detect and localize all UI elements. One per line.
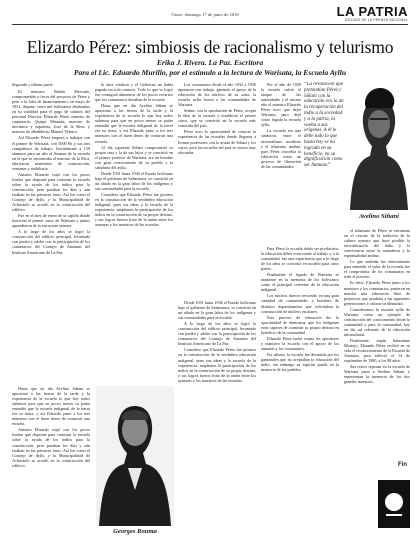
- article-column-3: [178, 82, 256, 297]
- paragraph: Los comunarios desde el año 1932 a 1936 aportaron con trabajo, ganando el apoyo de la educación de los núcleos de su zona, la escuela ayllu formó a las comunidades de Warisata.: [178, 82, 256, 108]
- article-column-3-lower: [178, 300, 256, 532]
- paragraph: A lo largo de los años se logró la construcción del edificio principal, levantado con piedra y adobe con la participación de los comunarios del Consejo de Amautas del Instituto Americano de La Paz.: [178, 321, 256, 347]
- end-mark: Fin: [398, 462, 407, 468]
- paragraph: Por último, la escuela fue destruida por los gamonales que no aceptaban la educación del indio, sin embargo su espíritu quedó en la memoria de los pueblos.: [261, 351, 339, 373]
- page-badge-icon: [378, 480, 410, 528]
- byline: Erika J. Rivera. La Paz. Escritora: [156, 58, 264, 67]
- paragraph: Elizardo Pérez luchó contra los opositores y mantuvo la escuela con el apoyo de los amautas y los comunarios.: [261, 335, 339, 351]
- header-rule: [12, 24, 408, 25]
- paragraph: Los núcleos fueron creciendo en una gran cantidad de comunidades y hombres de distintos departamentos que solicitaban la construcción de núcleos escolares.: [261, 293, 339, 314]
- paragraph: Desde 1931 hasta 1936 el Estado boliviano bajo el gobierno de Salamanca, se convirtió en un aliado en la gran labor de los indígenas y sus comunidades para la escuela.: [178, 300, 256, 321]
- dateline: Oruro, domingo 17 de junio de 2018: [171, 12, 239, 17]
- paragraph: Antonio Elizardo viajó con los pocos fondos que disponía para construir la escuela sobre la ayuda de los indios para la construcción, pero pasaban los días y aún estaban en las primeras fases. Así fue como el Consejo de Ayllu y la Municipalidad de Achacachi se acordó en la construcción del edificio.: [12, 427, 90, 468]
- paragraph: Fue en el mes de enero de la capilla donde funcionó el primer curso de Warisata y juntos aprendieron de la estructura aymara.: [12, 213, 90, 229]
- georges-rouma-photo: [96, 386, 174, 526]
- newspaper-name: LA PATRIA: [336, 4, 408, 19]
- paragraph: A lo largo de los años se logró la construcción del edificio principal, levantado con piedra y adobe con la participación de los comunarios del Consejo de Amautas del Instituto Americano de La Paz.: [12, 229, 90, 255]
- paragraph: Lo que también fue determinante para entender el valor de la escuela fue el compromiso de los comunarios en todo el proceso.: [344, 259, 410, 280]
- paragraph: Antonio Elizardo viajó con los pocos fondos que disponía para construir la escuela sobre la ayuda de los indios para la construcción, pero pasaban los días y aún estaban en las primeras fases. Así fue como el Consejo de Ayllu y la Municipalidad de Achacachi se acordó en la construcción del edificio.: [12, 171, 90, 213]
- paragraph: Considero que Elizardo Pérez fue pionero en la construcción de la verdadera educación indigenal, pues sus ideas y la escuela de la experiencia, ampliaron la participación de los indios en la construcción de su propio destino, y sus logros fueron fruto de la unión entre los aymaras y los maestros de las escuelas.: [95, 191, 173, 228]
- article-column-1-lower: [12, 386, 90, 532]
- pull-quote: “La revolución que pretendían Pérez y Siñani con la educación era la de la recuperación del indio a la sociedad y a la patria, la vuelta a sus orígenes. A él le debe todo lo que hasta hoy se ha logrado en su beneficio, en su dignificación como ser humano”: [304, 82, 344, 169]
- article-column-4: [261, 246, 339, 531]
- paragraph: Al día siguiente Siñani comprometió su propia casa y la de sus hijos y se convirtió en el primer profesor de Warisata, era un hombre con gran conocimiento de su pueblo y la sabiduría del ayllu.: [95, 144, 173, 170]
- paragraph: la obra vitalicia y el Gobierno no había pagado un solo centavo. Todo lo que se logró fue consiguió alimentos de los pocos recursos que los comunarios donaban de la escuela.: [95, 82, 173, 103]
- headline: Elizardo Pérez: simbiosis de racionalismo y telurismo: [26, 37, 394, 57]
- masthead: [337, 5, 408, 22]
- paragraph: Por el año de 1939 la escuela sufrió el ataque de las autoridades y el mismo año el maestro Elizardo Pérez tuvo que dejar Warisata, pero dejó como legado la escuela ayllu.: [261, 82, 301, 128]
- paragraph: Finalmente el legado de Warisata se mantiene en la memoria de los bolivianos como el principal referente de la educación indigenal.: [261, 272, 339, 293]
- paragraph: Sus restos reposan en la escuela de Warisata junto a Avelino Siñani, y representan la memoria de los dos grandes maestros.: [344, 364, 410, 385]
- paragraph: Siñani, con la aprobación de Pérez, aceptó la idea de la escuela y estableció el primer curso, que se convirtió en la escuela más conocida del país.: [178, 108, 256, 129]
- paragraph: La escuela era una simbiosis entre el racionalismo moderno y el telurismo andino, pues Pérez concebía la educación como un proceso de liberación de las comunidades.: [261, 128, 301, 169]
- paragraph: Este proceso de educación dio la oportunidad de demostrar que los indígenas eran capaces de construir su propio destino en beneficio de la comunidad.: [261, 314, 339, 335]
- article-column-5: [344, 228, 410, 518]
- article-column-4-upper: [261, 82, 301, 242]
- paragraph: Así Elizardo Pérez empezó a trabajar con el primer de Warisata, con 5000 Bs y sus tres compañeros de trabajo. Inicialmente a 150 alumnos para un año el Amauta de la escuela en la que se encontraba el maestro de la Riva, fabricaron materiales de construcción, ventanas y mobiliario.: [12, 135, 90, 171]
- dedication: Para el Lic. Eduardo Murillo, por el estímulo a la lectura de Warisata, la Escuela Ayllu: [73, 68, 347, 77]
- paragraph: El ministro Bailón Mercado, comprometido a favor del proyecto de Pérez y pese a la falta de financiamiento, en mayo de 1931, dispuso cinco mil bolivianos destinados en su totalidad para el pago de salarios del personal Director, Elizardo Pérez; maestro de carpintería, Quispe Miranda; maestro de mecánica y zapatería, José de la Riva; y maestro de albañilería, Manuel Velasco.: [12, 89, 90, 135]
- section-label: Segunda y última parte: [12, 82, 53, 87]
- paragraph: Considero que Elizardo Pérez fue pionero en la construcción de la verdadera educación indigenal, pues sus ideas y la escuela de la experiencia, ampliaron la participación de los indios en la construcción de su propio destino, y sus logros fueron fruto de la unión entre los aymaras y los maestros de las escuelas.: [178, 347, 256, 383]
- newspaper-subtitle: DECANO DE LA PRENSA NACIONAL: [345, 18, 408, 22]
- avelino-sinani-photo: [348, 82, 410, 210]
- caption-georges-rouma: Georges Rouma: [113, 528, 157, 535]
- portrait-illustration-icon: [96, 386, 174, 526]
- paragraph: Para Pérez la escuela debía ser productiva, la educación debía estar unida al trabajo y a la comunidad, fue una experiencia que a lo largo de los años se convirtió en modelo para otros países.: [261, 246, 339, 272]
- paragraph: Pérez tuvo la oportunidad de conocer la experiencia de las escuelas donde llegaron a formar profesores con la ayuda de Siñani y los suyos, pero las escuelas del país se vieron muy afectadas.: [178, 129, 256, 155]
- paragraph: el telurismo de Pérez se encuentra en el rescate de la tradición de la cultura aymara que hace posible la reivindicación del indio y la convivencia entre la naturaleza y la espiritualidad andina.: [344, 228, 410, 259]
- paragraph: Es decir, Elizardo Pérez junto a los maestros y los comunarios, pusieron en marcha una educación libre de prejuicios que ayudaría a las siguientes generaciones a valorar su identidad.: [344, 280, 410, 306]
- article-column-2: [95, 82, 173, 382]
- article-column-1: [12, 82, 90, 382]
- paragraph: Hasta que en día Avelino Siñani se aproximó a las tierras de la tarde y la experiencia de la escuela lo que hoy todos sabemos para que en pocos meses su padre entendió que la escuela indigenal de la tierra era su tierra, y así Elizardo junto a los tres maestros con el buen deseo de construir una escuela.: [95, 103, 173, 144]
- paragraph: Consideramos la escuela ayllu de Warisata como un ejemplo de construcción del conocimiento desde la comunidad y para la comunidad, hoy en día un referente de la educación intracultural.: [344, 306, 410, 337]
- paragraph: Desde 1931 hasta 1936 el Estado boliviano bajo el gobierno de Salamanca, se convirtió en un aliado en la gran labor de los indígenas y sus comunidades para la escuela.: [95, 170, 173, 191]
- paragraph: Finalmente, según Salustiano Mostajo, Elizardo Pérez recibió en su vida el reconocimiento de la Escuela de Amautas, pero falleció el 14 de septiembre de 1980, a los 88 años.: [344, 337, 410, 364]
- portrait-illustration-icon: [348, 82, 410, 210]
- caption-avelino-sinani: Avelino Siñani: [359, 213, 399, 220]
- paragraph: Hasta que en día Avelino Siñani se aproximó a las tierras de la tarde y la experiencia de la escuela lo que hoy todos sabemos para que en pocos meses su padre entendió que la escuela indigenal de la tierra era su tierra, y así Elizardo junto a los tres maestros con el buen deseo de construir una escuela.: [12, 386, 90, 427]
